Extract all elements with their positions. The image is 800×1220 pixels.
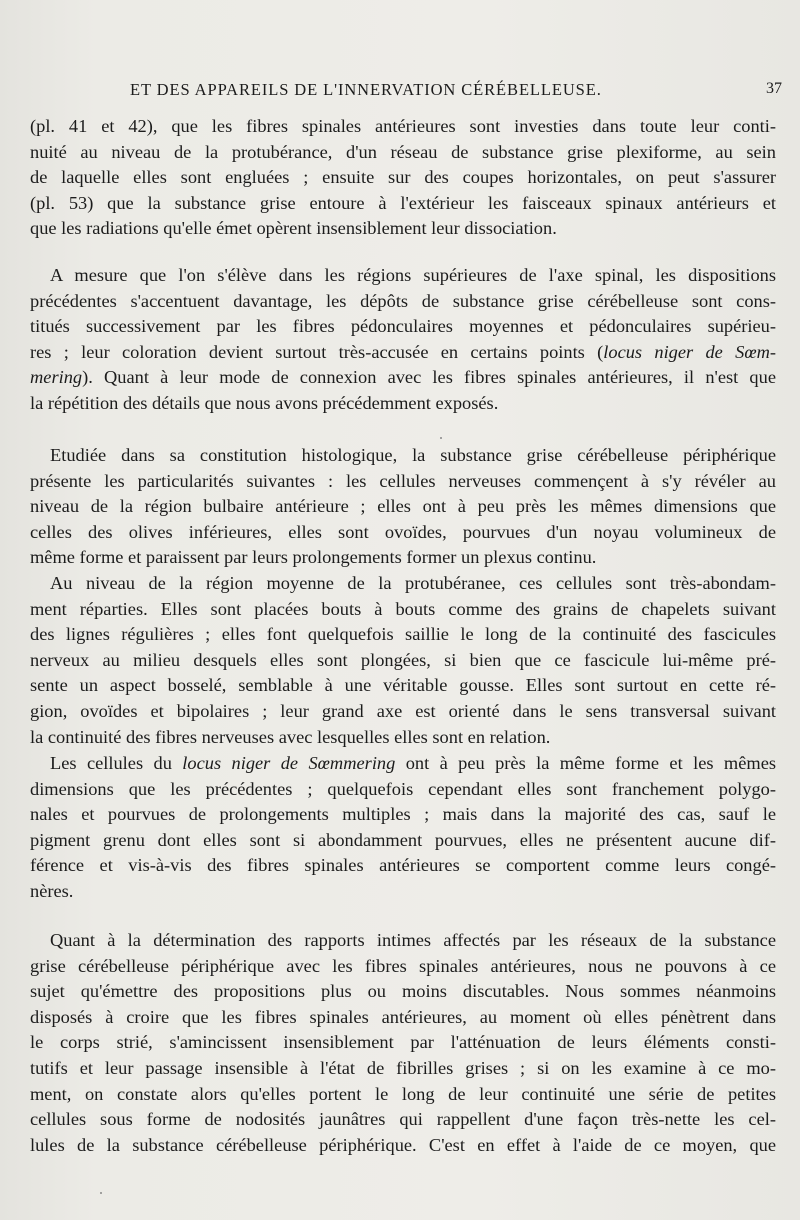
running-title: ET DES APPAREILS DE L'INNERVATION CÉRÉBELLEUSE.	[130, 80, 602, 99]
paragraph-3	[30, 443, 776, 571]
text-line: lules de la substance cérébelleuse périphérique. C'est en effet à l'aide de ce moyen, que	[30, 1134, 776, 1155]
text-line: A mesure que l'on s'élève dans les régions supérieures de l'axe spinal, les dispositions	[50, 265, 776, 285]
running-head	[30, 80, 782, 104]
text-line: mering). Quant à leur mode de connexion avec les fibres spinales antérieures, il n'est que	[30, 367, 776, 388]
text-line: de laquelle elles sont engluées ; ensuite sur des coupes horizontales, on peut s'assurer	[30, 167, 776, 188]
text-line: le corps strié, s'amincissent insensiblement par l'atténuation de leurs éléments consti-	[30, 1032, 776, 1053]
text-line: présente les particularités suivantes : les cellules nerveuses commençent à s'y révéler au	[30, 470, 776, 491]
text-line: la continuité des fibres nerveuses avec lesquelles elles sont en relation.	[30, 726, 551, 747]
text-line: nerveux au milieu desquels elles sont plongées, si bien que ce fascicule lui-même pré-	[30, 649, 776, 670]
text-line: celles des olives inférieures, elles sont ovoïdes, pourvues d'un noyau volumineux de	[30, 521, 776, 542]
paragraph-5	[30, 751, 776, 905]
paragraph-1	[30, 114, 776, 242]
text-line: Etudiée dans sa constitution histologique, la substance grise cérébelleuse périphérique	[50, 445, 776, 465]
paper-speck	[440, 437, 442, 439]
text-line: nales et pourvues de prolongements multiples ; mais dans la majorité des cas, sauf le	[30, 804, 776, 825]
text-line: Au niveau de la région moyenne de la protubéranee, ces cellules sont très-abondam-	[50, 573, 776, 593]
text-line: (pl. 41 et 42), que les fibres spinales antérieures sont investies dans toute leur conti-	[30, 116, 776, 136]
text-line: précédentes s'accentuent davantage, les dépôts de substance grise cérébelleuse sont cons-	[30, 290, 776, 311]
text-line: Les cellules du locus niger de Sœmmering ont à peu près la même forme et les mêmes	[50, 753, 776, 773]
paragraph-6	[30, 928, 776, 1158]
text-line: même forme et paraissent par leurs prolongements former un plexus continu.	[30, 547, 597, 568]
text-line: disposés à croire que les fibres spinales antérieures, au moment où elles pénètrent dans	[30, 1006, 776, 1027]
text-line: ment réparties. Elles sont placées bouts à bouts comme des grains de chapelets suivant	[30, 598, 776, 619]
text-line: la répétition des détails que nous avons précédemment exposés.	[30, 392, 499, 413]
text-line: dimensions que les précédentes ; quelquefois cependant elles sont franchement polygo-	[30, 778, 776, 799]
text-line: ment, on constate alors qu'elles portent le long de leur continuité une série de petites	[30, 1083, 776, 1104]
text-line: niveau de la région bulbaire antérieure ; elles ont à peu près les mêmes dimensions que	[30, 496, 776, 517]
text-line: des lignes régulières ; elles font quelquefois saillie le long de la continuité des fascicules	[30, 624, 776, 645]
paragraph-2	[30, 263, 776, 417]
text-line: Quant à la détermination des rapports intimes affectés par les réseaux de la substance	[50, 930, 776, 950]
text-line: férence et vis-à-vis des fibres spinales antérieures se comportent comme leurs congé-	[30, 855, 776, 876]
text-line: cellules sous forme de nodosités jaunâtres qui rappellent d'une façon très-nette les cel-	[30, 1109, 776, 1130]
page-number: 37	[766, 80, 782, 97]
text-line: titués successivement par les fibres pédonculaires moyennes et pédonculaires supérieu-	[30, 316, 776, 337]
text-line: sente un aspect bosselé, semblable à une véritable gousse. Elles sont surtout en cette ré-	[30, 675, 776, 696]
text-line: res ; leur coloration devient surtout très-accusée en certains points (locus niger de Sœm-	[30, 341, 776, 362]
paragraph-4	[30, 571, 776, 750]
text-line: nères.	[30, 880, 74, 901]
text-line: pigment grenu dont elles sont si abondamment pourvues, elles ne présentent aucune dif-	[30, 829, 776, 850]
text-line: grise cérébelleuse périphérique avec les fibres spinales antérieures, nous ne pouvons à ce	[30, 955, 776, 976]
text-line: tutifs et leur passage insensible à l'état de fibrilles grises ; si on les examine à ce mo-	[30, 1057, 776, 1078]
text-line: sujet qu'émettre des propositions plus ou moins discutables. Nous sommes néanmoins	[30, 981, 776, 1002]
text-line: nuité au niveau de la protubérance, d'un réseau de substance grise plexiforme, au sein	[30, 141, 776, 162]
paper-speck	[100, 1192, 102, 1194]
text-line: (pl. 53) que la substance grise entoure à l'extérieur les faisceaux spinaux antérieurs et	[30, 192, 776, 213]
text-line: gion, ovoïdes et bipolaires ; leur grand axe est orienté dans le sens transversal suivant	[30, 700, 776, 721]
text-line: que les radiations qu'elle émet opèrent insensiblement leur dissociation.	[30, 218, 557, 239]
